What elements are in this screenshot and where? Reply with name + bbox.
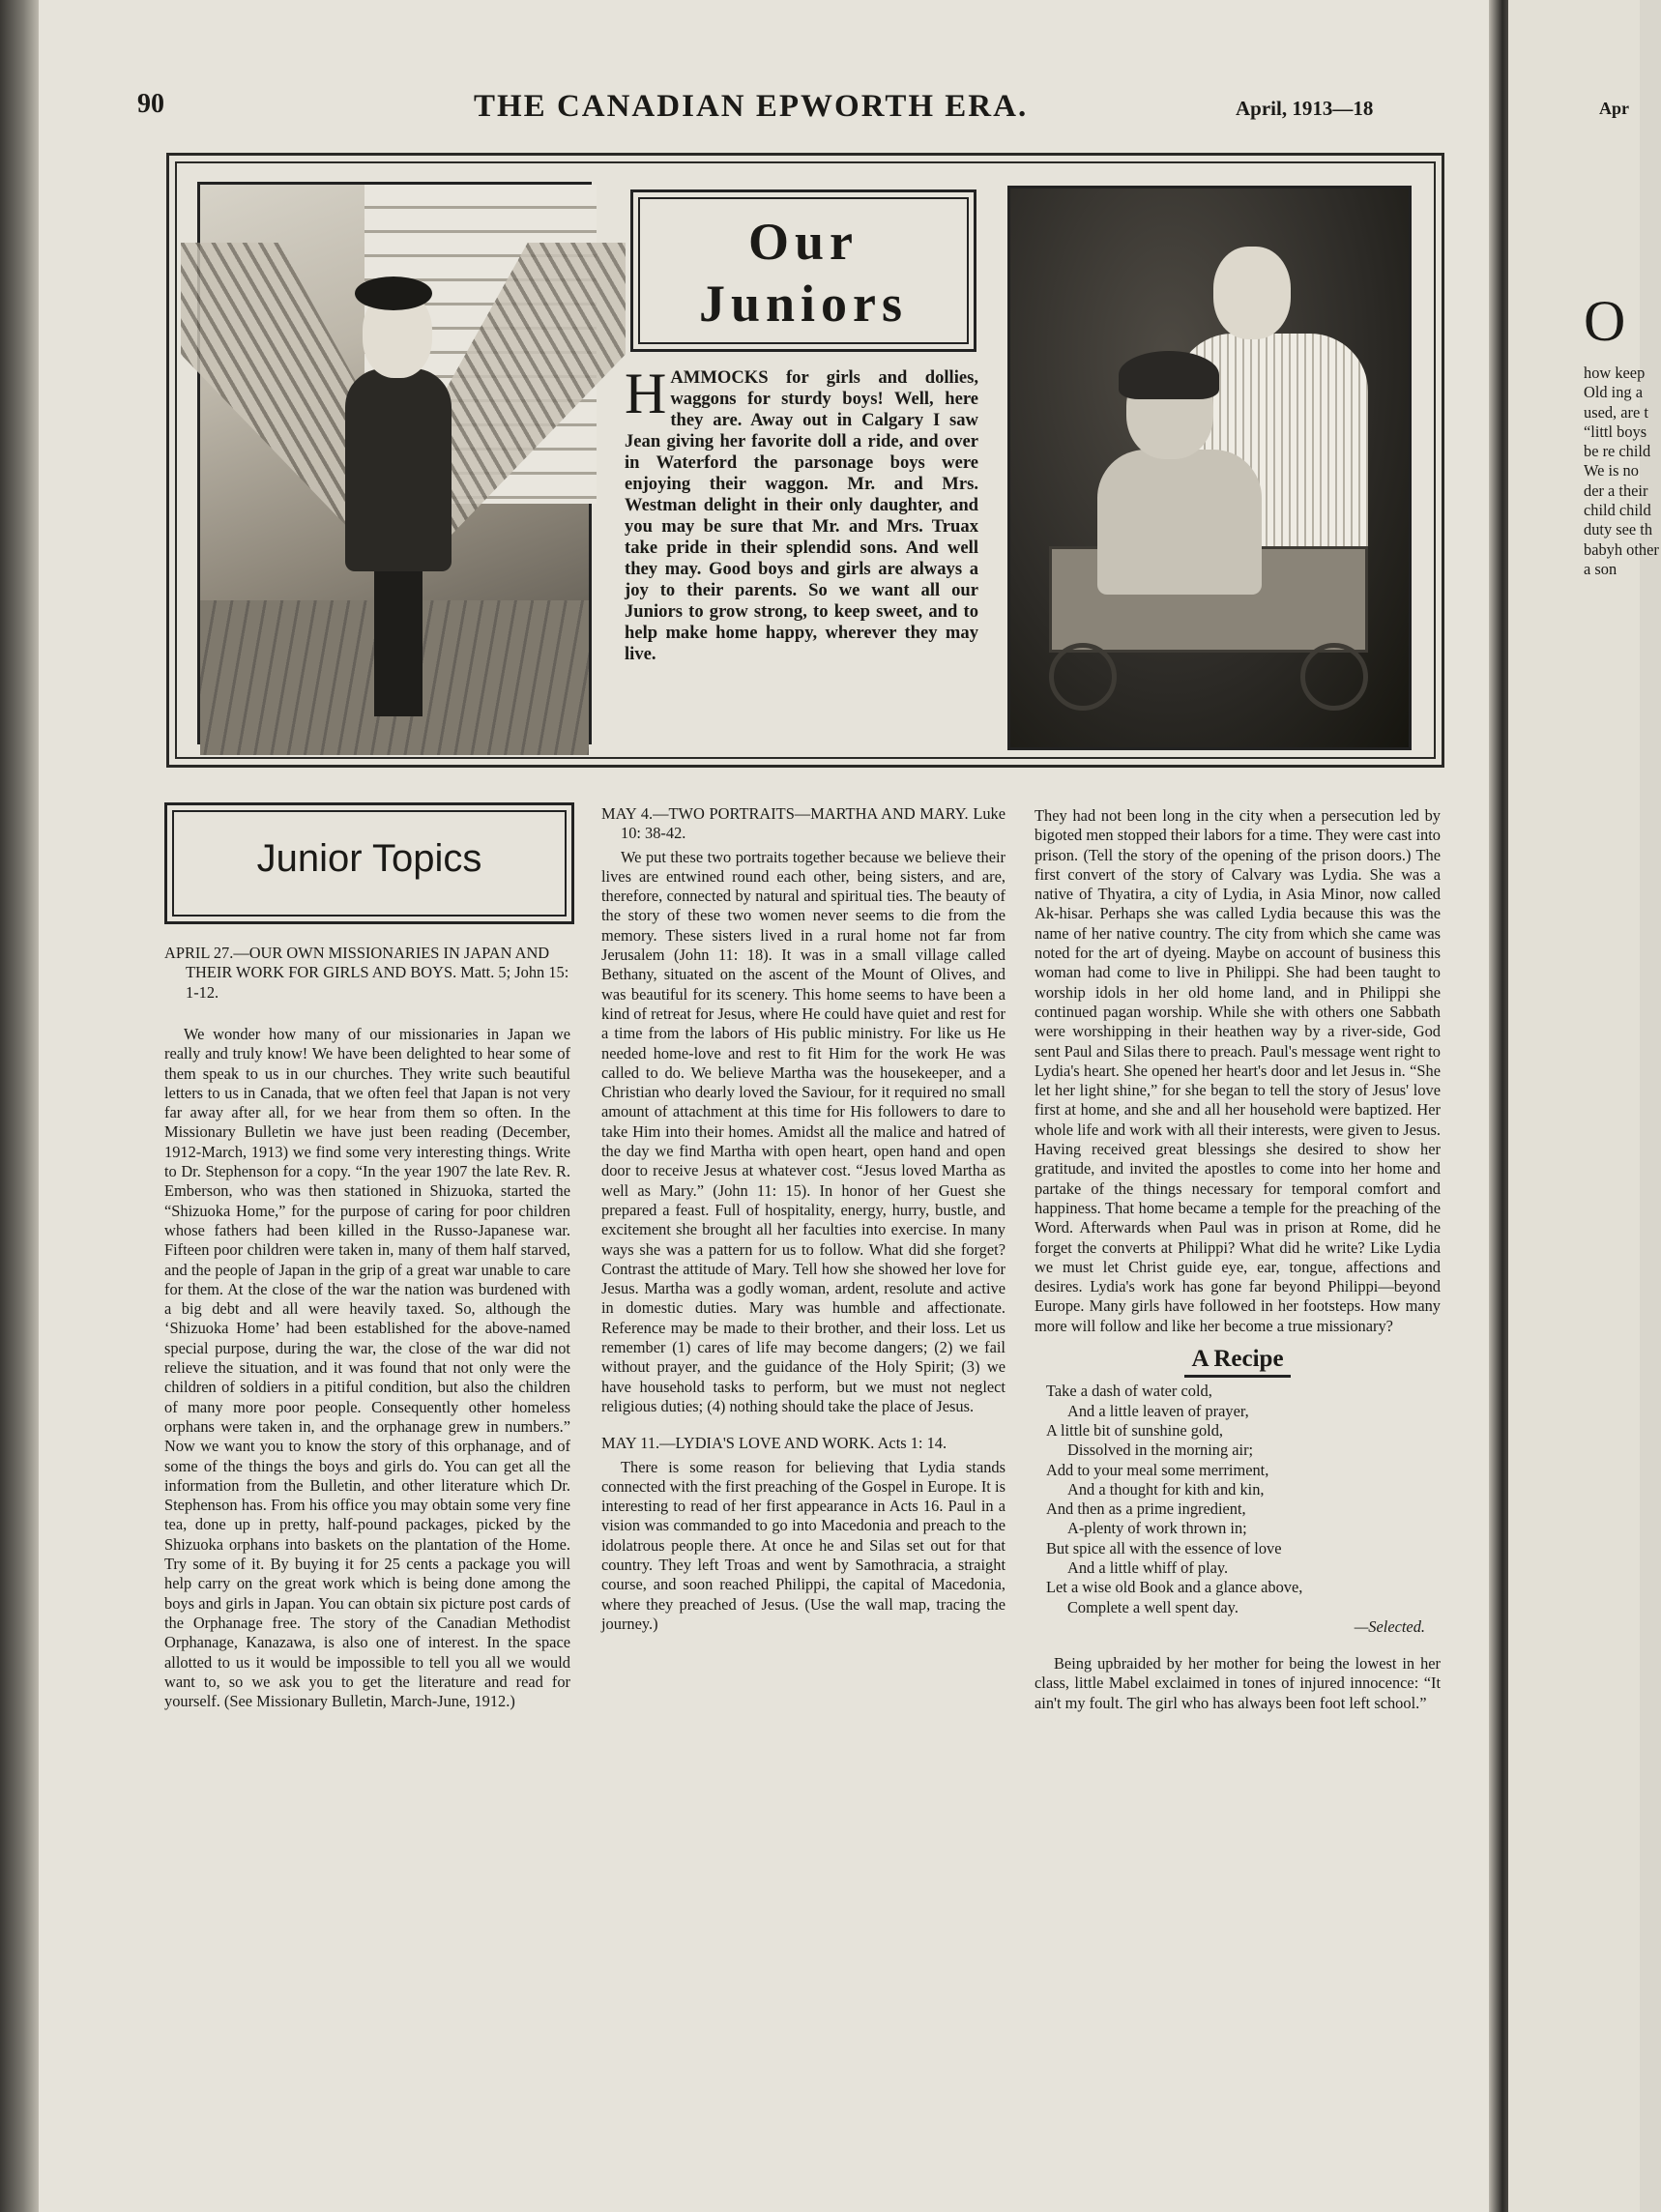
older-boy-head (1213, 247, 1291, 339)
waggon-wheel (1300, 643, 1368, 711)
poem-line: Let a wise old Book and a glance above, (1046, 1578, 1303, 1597)
girl-hair-bow (355, 276, 432, 310)
poem-line: And a little whiff of play. (1067, 1557, 1229, 1577)
column-3 (1034, 806, 1441, 1713)
poem-line: A little bit of sunshine gold, (1046, 1420, 1224, 1440)
lesson-may-4-body: We put these two portraits together because we believe their lives are entwined round each other, being sisters, and are, therefore, connected by natural and spiritual ties. The beauty of the story of these two women never seems to die from the memory. These sisters lived in a rural home not far from Jerusalem (John 11: 18). It was in a small village called Bethany, situated on the ascent of the Mount of Olives, and was beautiful for its scenery. This home seems to have been a kind of retreat for Jesus, where He could have quiet and rest for a time from the labors of His public ministry. For like us He needed home-love and rest to fit Him for the work He was called to do. We believe Martha was the housekeeper, and a Christian who dearly loved the Saviour, for it required no small amount of attachment at this time for His followers to dare to take Him into their homes. Amidst all the malice and hatred of the day we find Martha with open heart, open hand and open door to receive Jesus at whatever cost. “Jesus loved Martha as well as Mary.” (John 11: 15). In honor of her Guest she prepared a feast. Full of hospitality, energy, hurry, bustle, and excitement she brought all her faculties into exercise. In many ways she was a pattern for us to follow. What did she forget? Contrast the attitude of Mary. Tell how she showed her love for Jesus. Martha was a godly woman, ardent, resolute and active in domestic duties. Mary was humble and affectionate. Reference may be made to their brother, and their loss. Let us remember (1) cares of life may become dangers; (2) we fail without prayer, and the guidance of the Holy Spirit; (3) we have household tasks to perform, but we must not neglect religious duties; (4) nothing should take the place of Jesus. (601, 847, 1005, 1415)
poem-line: And then as a prime ingredient, (1046, 1499, 1246, 1519)
feature-title-box (630, 189, 976, 352)
page-gutter (1489, 0, 1508, 2212)
poem-line: Add to your meal some merriment, (1046, 1460, 1269, 1479)
junior-topics-box (164, 802, 574, 924)
lesson-may-4-heading: MAY 4.—TWO PORTRAITS—MARTHA AND MARY. Luke 10: 38-42. (601, 804, 1005, 843)
recipe-title: A Recipe (1191, 1346, 1284, 1373)
column-1 (164, 1025, 570, 1711)
feature-intro (625, 362, 978, 665)
next-page-edge (1508, 0, 1659, 2212)
recipe-rule (1184, 1375, 1291, 1378)
book-binding (0, 0, 39, 2212)
next-page-drop-letter: O (1584, 289, 1626, 353)
poem-line: But spice all with the essence of love (1046, 1538, 1282, 1557)
younger-boy-figure (1097, 450, 1262, 595)
lesson-may-11-continued: They had not been long in the city when a persecution led by bigoted men stopped their labors for a time. They were cast into prison. (Tell the story of the opening of the prison doors.) The first convert of the story of Calvary was Lydia. She was a native of Thyatira, a city of Lydia, in Asia Minor, now called Ak-hisar. Perhaps she was called Lydia because this was the name of her native country. The city from which she came was noted for the art of dyeing. Maybe on account of business this woman had come to live in Philippi. She had been taught to worship idols in her old home land, and in Philippi she continued pagan worship. While she with others one Sabbath were worshipping in their heathen way by a river-side, God sent Paul and Silas there to preach. Paul's message went right to Lydia's heart. She opened her heart's door and let Jesus in. “She let her light shine,” for she began to tell the story of Jesus' love first at home, and she and all her household were baptized. Her whole life and work with all their interests, were given to Jesus. Having received great blessings she desired to show her gratitude, and invited the apostles to come into her home and partake of the things necessary for temporal comfort and happiness. That home became a temple for the preaching of the Word. Afterwards when Paul was in prison at Rome, did he forget the converts at Philippi? What did he write? Like Lydia we must let Christ guide eye, ear, tongue, affections and desires. Lydia's work has gone far beyond Philippi—beyond Europe. Many girls have followed in her footsteps. How many more will follow and like her become a true missionary? (1034, 806, 1441, 1335)
poem-line: A-plenty of work thrown in; (1067, 1519, 1247, 1538)
girl-legs (374, 571, 423, 716)
girl-figure (345, 368, 452, 571)
recipe-poem (1034, 1382, 1441, 1637)
poem-credit: —Selected. (1354, 1616, 1425, 1636)
feature-title-line2: Juniors (698, 275, 909, 333)
poem-line: And a thought for kith and kin, (1067, 1479, 1265, 1499)
poem-line: Complete a well spent day. (1067, 1597, 1238, 1616)
junior-topics-heading: Junior Topics (256, 837, 482, 880)
lesson-april-27-heading: APRIL 27.—OUR OWN MISSIONARIES IN JAPAN AND THEIR WORK FOR GIRLS AND BOYS. Matt. 5; John 15: 1-12. (164, 944, 569, 1002)
issue-date: April, 1913—18 (1236, 97, 1374, 120)
lesson-april-27-body: We wonder how many of our missionaries in Japan we really and truly know! We have been delighted to hear some of them speak to us in our churches. They write such beautiful letters to us in Canada, that we often feel that Japan is not very far away after all, for we hear from them so often. In the Missionary Bulletin we have just been reading (December, 1912-March, 1913) we find some very interesting things. Write to Dr. Stephenson for a copy. “In the year 1907 the late Rev. R. Emberson, who was then stationed in Shizuoka, started the “Shizuoka Home,” for the purpose of caring for poor children whose fathers had been killed in the Russo-Japanese war. Fifteen poor children were taken in, many of them half starved, and the people of Japan in the grip of a great war unable to care for them. At the close of the war the nation was burdened with a big debt and all were heavily taxed. So, although the ‘Shizuoka Home’ had been established for the above-named special purpose, during the war, the close of the war did not relieve the situation, and it was found that not only were the children of soldiers in a pitiful condition, but also the children of many more poor people. Consequently other homeless orphans were taken in, and the orphanage grew in numbers.” Now we want you to know the story of this orphanage, and of some of the things the boys and girls do. You can get all the information from the Bulletin, and other literature which Dr. Stephenson has. From his office you may obtain some very fine tea, done up in pretty, half-pound packages, picked by the Shizuoka orphans into baskets on the plantation of the Home. Try some of it. By buying it for 25 cents a package you will help carry on the great work which is being done among the boys and girls in Japan. You can obtain six picture post cards of the Orphanage free. The story of the Canadian Methodist Orphanage, Kanazawa, is also one of interest. In the space allotted to us it would be impossible to tell you all we would want to, so we ask you to get the literature and read for yourself. (See Missionary Bulletin, March-June, 1912.) (164, 1025, 570, 1711)
next-page-text: how keep Old ing a used, are t “littl boys be re child We is no der a their child child duty see th babyh other a son (1584, 364, 1659, 578)
lesson-may-11-body: There is some reason for believing that Lydia stands connected with the first preaching of the Gospel in Europe. It is interesting to read of her first appearance in Acts 16. Paul in a vision was commanded to go into Macedonia and preach to the idolatrous people there. At once he and Silas set out for that country. They left Troas and went by Samothracia, a straight course, and soon reached Philippi, the capital of Macedonia, where they preached of Jesus. (Use the wall map, tracing the journey.) (601, 1457, 1005, 1633)
poem-line: Dissolved in the morning air; (1067, 1441, 1254, 1460)
intro-dropcap: H (625, 362, 667, 425)
next-page-header: Apr (1599, 99, 1629, 118)
photo-girl-in-hammock (197, 182, 592, 744)
younger-boy-hair (1119, 351, 1219, 399)
anecdote: Being upbraided by her mother for being the lowest in her class, little Mabel exclaimed in tones of injured innocence: “It ain't my foult. The girl who has always been foot left school.” (1034, 1654, 1441, 1712)
poem-line: Take a dash of water cold, (1046, 1382, 1212, 1401)
masthead-title: THE CANADIAN EPWORTH ERA. (474, 89, 1029, 124)
poem-line: And a little leaven of prayer, (1067, 1401, 1249, 1420)
page-number: 90 (137, 89, 164, 119)
lesson-may-11-heading: MAY 11.—LYDIA'S LOVE AND WORK. Acts 1: 14. (601, 1434, 947, 1453)
column-2 (601, 804, 1005, 1634)
feature-title-line1: Our (747, 213, 859, 271)
photo-boys-in-waggon (1007, 186, 1412, 750)
waggon-wheel (1049, 643, 1117, 711)
intro-text: AMMOCKS for girls and dollies, waggons for sturdy boys! Well, here they are. Away out in Calgary I saw Jean giving her favorite doll a ride, and over in Waterford the parsonage boys were enjoying their waggon. Mr. and Mrs. Westman delight in their only daughter, and you may be sure that Mr. and Mrs. Truax take pride in their splendid sons. And well they may. Good boys and girls are always a joy to their parents. So we want all our Juniors to grow strong, to keep sweet, and to help make home happy, wherever they may live. (625, 367, 978, 664)
